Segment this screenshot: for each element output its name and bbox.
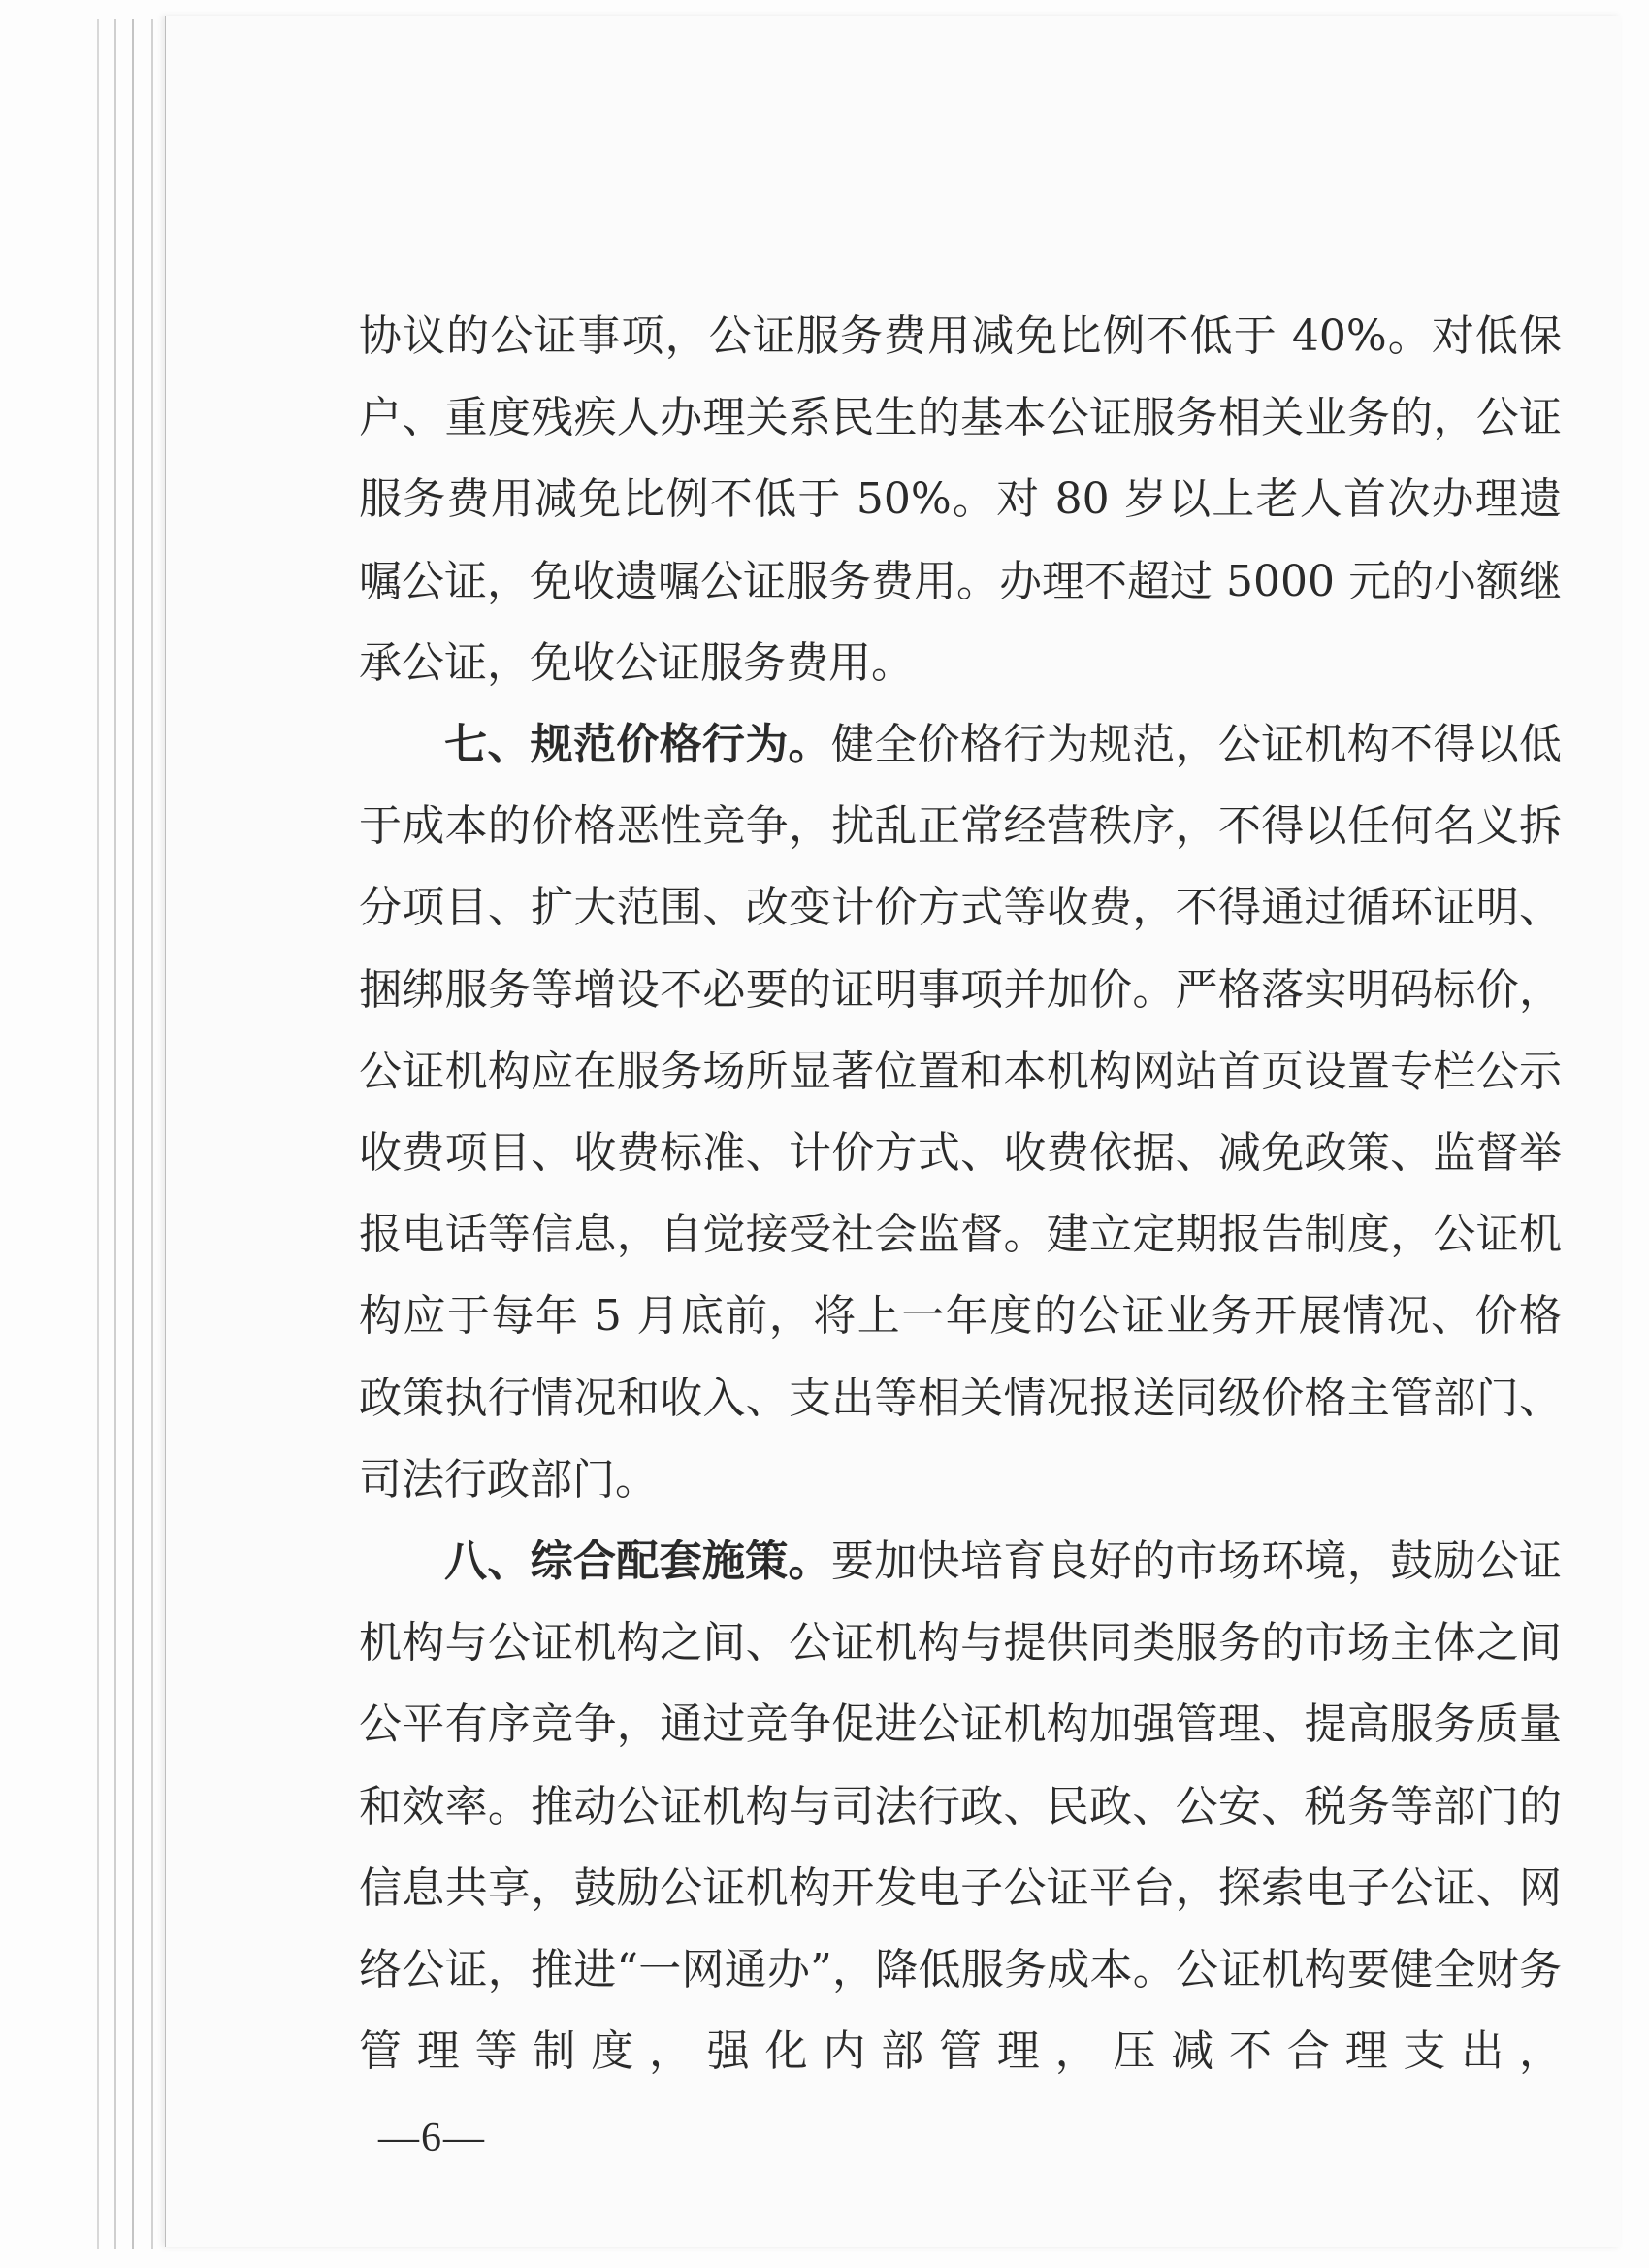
page-number: —6—	[378, 2116, 486, 2160]
paragraph-text: 要加快培育良好的市场环境，鼓励公证机构与公证机构之间、公证机构与提供同类服务的市场主体之间公平有序竞争，通过竞争促进公证机构加强管理、提高服务质量和效率。推动公证机构与司法行政、民政、公安、税务等部门的信息共享，鼓励公证机构开发电子公证平台，探索电子公证、网络公证，推进“一网通办”，降低服务成本。公证机构要健全财务管理等制度，强化内部管理，压减不合理支出，	[359, 1537, 1563, 2077]
page-stack-edge	[114, 19, 116, 2249]
section-heading: 八、综合配套施策。	[444, 1537, 831, 1587]
page-stack-edge	[132, 19, 134, 2249]
paragraph-text: 健全价格行为规范，公证机构不得以低于成本的价格恶性竞争，扰乱正常经营秩序，不得以任何名义拆分项目、扩大范围、改变计价方式等收费，不得通过循环证明、捆绑服务等增设不必要的证明事项并加价。严格落实明码标价，公证机构应在服务场所显著位置和本机构网站首页设置专栏公示收费项目、收费标准、计价方式、收费依据、减免政策、监督举报电话等信息，自觉接受社会监督。建立定期报告制度，公证机构应于每年 5 月底前，将上一年度的公证业务开展情况、价格政策执行情况和收入、支出等相关情况报送同级价格主管部门、司法行政部门。	[359, 720, 1563, 1505]
document-body	[359, 296, 1562, 2092]
section-heading: 七、规范价格行为。	[444, 720, 831, 770]
paragraph-section-seven	[359, 704, 1562, 1521]
page-stack-edge	[97, 19, 99, 2249]
paragraph-fee-reduction	[359, 296, 1562, 704]
paragraph-text: 协议的公证事项，公证服务费用减免比例不低于 40%。对低保户、重度残疾人办理关系民生的基本公证服务相关业务的，公证服务费用减免比例不低于 50%。对 80 岁以上老人首次办理遗嘱公证，免收遗嘱公证服务费用。办理不超过 5000 元的小额继承公证，免收公证服务费用。	[359, 311, 1562, 688]
paragraph-section-eight	[359, 1521, 1562, 2092]
page-stack-edge	[151, 19, 153, 2249]
